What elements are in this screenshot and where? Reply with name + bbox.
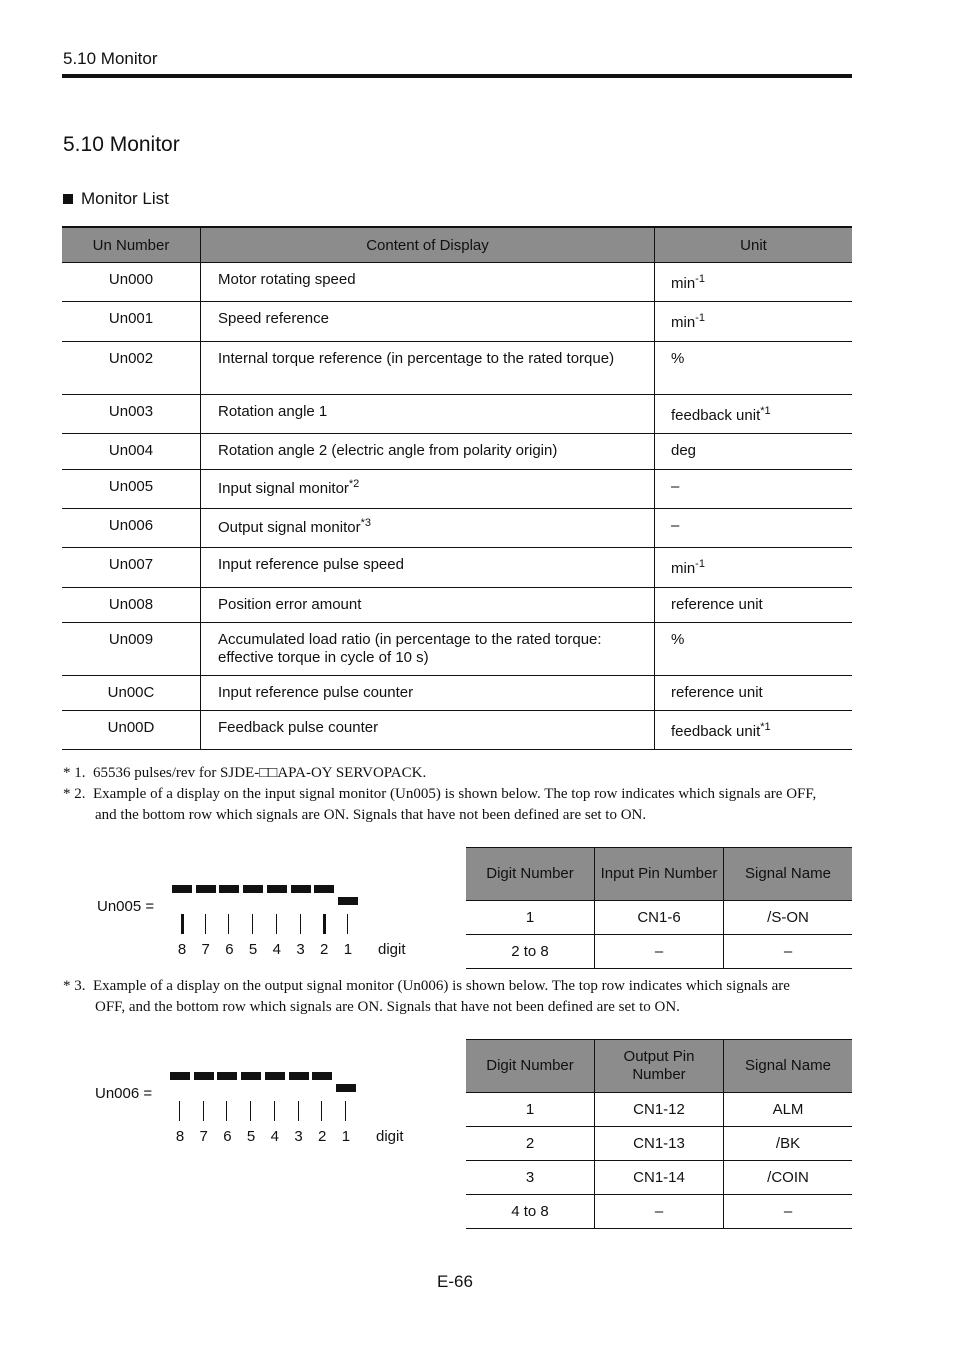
- monitor-table: [62, 226, 852, 750]
- table-row: [466, 1093, 852, 1127]
- unit-text: reference unit: [671, 684, 763, 701]
- content-text: Rotation angle 1: [218, 403, 328, 420]
- table-row: [62, 395, 852, 434]
- signal-name-cell: –: [724, 935, 853, 969]
- input-signal-table: [466, 847, 852, 969]
- signal-name-cell: /S-ON: [724, 901, 853, 935]
- table-row: [62, 588, 852, 623]
- un006-label: Un006 =: [95, 1085, 153, 1102]
- content-text: Input signal monitor: [218, 480, 349, 497]
- digit-tick: [300, 914, 301, 934]
- content-cell: [201, 588, 655, 623]
- un-number-cell: Un009: [62, 623, 201, 676]
- footnote-1: [63, 763, 426, 784]
- unit-superscript: -1: [695, 558, 705, 570]
- digit-number: 2: [318, 1128, 327, 1145]
- segment-bar: [289, 1072, 309, 1080]
- content-text: Output signal monitor: [218, 519, 361, 536]
- segment-bar: [267, 885, 287, 893]
- content-text: Accumulated load ratio (in percentage to the rated torque: effective torque in cycle of 10 s): [218, 631, 602, 666]
- section-title: 5.10 Monitor: [63, 133, 180, 156]
- un-number-cell: Un00C: [62, 676, 201, 711]
- digit-number: 6: [225, 941, 234, 958]
- unit-text: min: [671, 560, 696, 577]
- digit-number: 1: [343, 941, 353, 958]
- unit-text: deg: [671, 442, 697, 459]
- content-cell: [201, 548, 655, 588]
- unit-cell: [655, 509, 853, 548]
- page-number: E-66: [437, 1272, 473, 1291]
- table-row: [62, 342, 852, 395]
- bullet-square-icon: [63, 194, 73, 204]
- unit-cell: [655, 434, 853, 470]
- digit-number: 3: [296, 941, 305, 958]
- pin-number-cell: CN1-6: [595, 901, 724, 935]
- digit-tick: [181, 914, 184, 934]
- digit-tick: [298, 1101, 299, 1121]
- digit-tick: [205, 914, 206, 934]
- unit-superscript: -1: [695, 273, 705, 285]
- table-row: [466, 935, 852, 969]
- table-row: [62, 548, 852, 588]
- header-content: Content of Display: [201, 227, 655, 263]
- content-cell: [201, 509, 655, 548]
- content-cell: [201, 263, 655, 302]
- digit-tick: [323, 914, 326, 934]
- footnote-mark: * 2.: [63, 786, 86, 802]
- unit-text: –: [671, 478, 680, 495]
- un-number-cell: Un007: [62, 548, 201, 588]
- table-row: [62, 623, 852, 676]
- digit-tick: [203, 1101, 204, 1121]
- table-header-row: [62, 227, 852, 263]
- digit-number-cell: 3: [466, 1161, 595, 1195]
- content-text: Feedback pulse counter: [218, 719, 379, 736]
- unit-text: feedback unit: [671, 723, 761, 740]
- unit-cell: [655, 263, 853, 302]
- header-digit-number: Digit Number: [466, 848, 595, 901]
- digit-number: 8: [177, 941, 187, 958]
- footnote-ref: *2: [348, 478, 360, 490]
- digit-number: 7: [199, 1128, 208, 1145]
- digit-number: 5: [248, 941, 258, 958]
- digit-tick: [226, 1101, 227, 1121]
- header-signal-name: Signal Name: [724, 1040, 853, 1093]
- running-header: 5.10 Monitor: [63, 49, 158, 68]
- footnote-text: OFF, and the bottom row which signals are ON. Signals that have not been defined are set to ON.: [95, 999, 680, 1015]
- digit-tick: [250, 1101, 251, 1121]
- digit-tick: [179, 1101, 180, 1121]
- digit-number: 3: [294, 1128, 303, 1145]
- digit-tick: [321, 1101, 322, 1121]
- segment-bar: [219, 885, 239, 893]
- digit-number-cell: 2 to 8: [466, 935, 595, 969]
- unit-text: min: [671, 314, 696, 331]
- unit-superscript: *1: [760, 721, 771, 733]
- content-text: Rotation angle 2 (electric angle from polarity origin): [218, 442, 558, 459]
- digit-number: 1: [341, 1128, 351, 1145]
- table-row: [466, 1127, 852, 1161]
- content-text: Speed reference: [218, 310, 329, 327]
- segment-bar: [336, 1084, 356, 1092]
- footnote-3: [63, 976, 863, 1018]
- unit-superscript: *1: [760, 405, 771, 417]
- unit-text: –: [671, 517, 680, 534]
- signal-name-cell: /BK: [724, 1127, 853, 1161]
- digit-caption: digit: [378, 941, 406, 958]
- unit-cell: [655, 302, 853, 342]
- signal-name-cell: –: [724, 1195, 853, 1229]
- digit-tick: [274, 1101, 275, 1121]
- header-digit-number: Digit Number: [466, 1040, 595, 1093]
- digit-caption: digit: [376, 1128, 404, 1145]
- header-input-pin: Input Pin Number: [595, 848, 724, 901]
- footnote-text: Example of a display on the output signal monitor (Un006) is shown below. The top row indicates which signals are: [93, 978, 790, 994]
- table-row: [62, 302, 852, 342]
- un005-label: Un005 =: [97, 898, 155, 915]
- header-un-number: Un Number: [62, 227, 201, 263]
- un-number-cell: Un006: [62, 509, 201, 548]
- pin-number-cell: –: [595, 935, 724, 969]
- footnote-ref: *3: [360, 517, 371, 529]
- unit-cell: [655, 470, 853, 509]
- table-row: [62, 434, 852, 470]
- signal-name-cell: /COIN: [724, 1161, 853, 1195]
- un-number-cell: Un005: [62, 470, 201, 509]
- digit-number-cell: 4 to 8: [466, 1195, 595, 1229]
- table-row: [62, 470, 852, 509]
- content-cell: [201, 711, 655, 750]
- digit-number-cell: 1: [466, 1093, 595, 1127]
- digit-number: 2: [320, 941, 329, 958]
- un-number-cell: Un004: [62, 434, 201, 470]
- table-row: [466, 1161, 852, 1195]
- digit-number-cell: 1: [466, 901, 595, 935]
- digit-number: 6: [223, 1128, 232, 1145]
- footnote-text: Example of a display on the input signal monitor (Un005) is shown below. The top row indicates which signals are OFF,: [93, 786, 817, 802]
- table-row: [466, 901, 852, 935]
- footnote-text: and the bottom row which signals are ON. Signals that have not been defined are set to ON.: [95, 807, 647, 823]
- digit-tick: [228, 914, 229, 934]
- footnote-mark: * 1.: [63, 765, 86, 781]
- table-row: [466, 1195, 852, 1229]
- header-output-pin: Output Pin Number: [595, 1040, 724, 1093]
- digit-number: 4: [272, 941, 281, 958]
- unit-cell: [655, 676, 853, 711]
- un-number-cell: Un008: [62, 588, 201, 623]
- header-unit: Unit: [655, 227, 853, 263]
- list-title: [63, 189, 169, 209]
- segment-bar: [170, 1072, 190, 1080]
- segment-bar: [241, 1072, 261, 1080]
- table-row: [62, 263, 852, 302]
- unit-text: %: [671, 350, 685, 367]
- unit-cell: [655, 588, 853, 623]
- segment-bar: [194, 1072, 214, 1080]
- pin-number-cell: CN1-12: [595, 1093, 724, 1127]
- footnote-2: [63, 784, 863, 826]
- content-cell: [201, 342, 655, 395]
- un-number-cell: Un003: [62, 395, 201, 434]
- table-row: [62, 711, 852, 750]
- digit-number: 4: [270, 1128, 279, 1145]
- unit-cell: [655, 342, 853, 395]
- signal-name-cell: ALM: [724, 1093, 853, 1127]
- digit-number: 8: [175, 1128, 185, 1145]
- content-cell: [201, 470, 655, 509]
- un-number-cell: Un00D: [62, 711, 201, 750]
- unit-cell: [655, 548, 853, 588]
- table-row: [62, 509, 852, 548]
- content-cell: [201, 434, 655, 470]
- un-number-cell: Un001: [62, 302, 201, 342]
- unit-cell: [655, 623, 853, 676]
- footnote-text: 65536 pulses/rev for SJDE-□□APA-OY SERVOPACK.: [93, 765, 427, 781]
- content-text: Internal torque reference (in percentage to the rated torque): [218, 350, 615, 367]
- content-text: Input reference pulse counter: [218, 684, 414, 701]
- un-number-cell: Un002: [62, 342, 201, 395]
- segment-bar: [217, 1072, 237, 1080]
- unit-text: feedback unit: [671, 407, 761, 424]
- segment-bar: [196, 885, 216, 893]
- digit-number-cell: 2: [466, 1127, 595, 1161]
- pin-number-cell: CN1-13: [595, 1127, 724, 1161]
- digit-number: 7: [201, 941, 210, 958]
- un-number-cell: Un000: [62, 263, 201, 302]
- unit-superscript: -1: [695, 312, 705, 324]
- segment-bar: [243, 885, 263, 893]
- content-text: Position error amount: [218, 596, 362, 613]
- digit-number: 5: [246, 1128, 256, 1145]
- digit-tick: [345, 1101, 346, 1121]
- segment-bar: [265, 1072, 285, 1080]
- digit-tick: [347, 914, 348, 934]
- segment-bar: [338, 897, 358, 905]
- segment-bar: [314, 885, 334, 893]
- content-cell: [201, 623, 655, 676]
- digit-tick: [252, 914, 253, 934]
- unit-cell: [655, 395, 853, 434]
- content-text: Input reference pulse speed: [218, 556, 404, 573]
- header-rule: [62, 74, 852, 78]
- list-title-text: Monitor List: [81, 189, 169, 208]
- unit-text: reference unit: [671, 596, 763, 613]
- digit-tick: [276, 914, 277, 934]
- unit-text: %: [671, 631, 685, 648]
- output-signal-table: [466, 1039, 852, 1229]
- pin-number-cell: CN1-14: [595, 1161, 724, 1195]
- pin-number-cell: –: [595, 1195, 724, 1229]
- unit-cell: [655, 711, 853, 750]
- unit-text: min: [671, 275, 696, 292]
- content-text: Motor rotating speed: [218, 271, 356, 288]
- segment-bar: [172, 885, 192, 893]
- content-cell: [201, 302, 655, 342]
- table-row: [62, 676, 852, 711]
- segment-bar: [291, 885, 311, 893]
- footnote-mark: * 3.: [63, 978, 86, 994]
- content-cell: [201, 395, 655, 434]
- content-cell: [201, 676, 655, 711]
- header-signal-name: Signal Name: [724, 848, 853, 901]
- segment-bar: [312, 1072, 332, 1080]
